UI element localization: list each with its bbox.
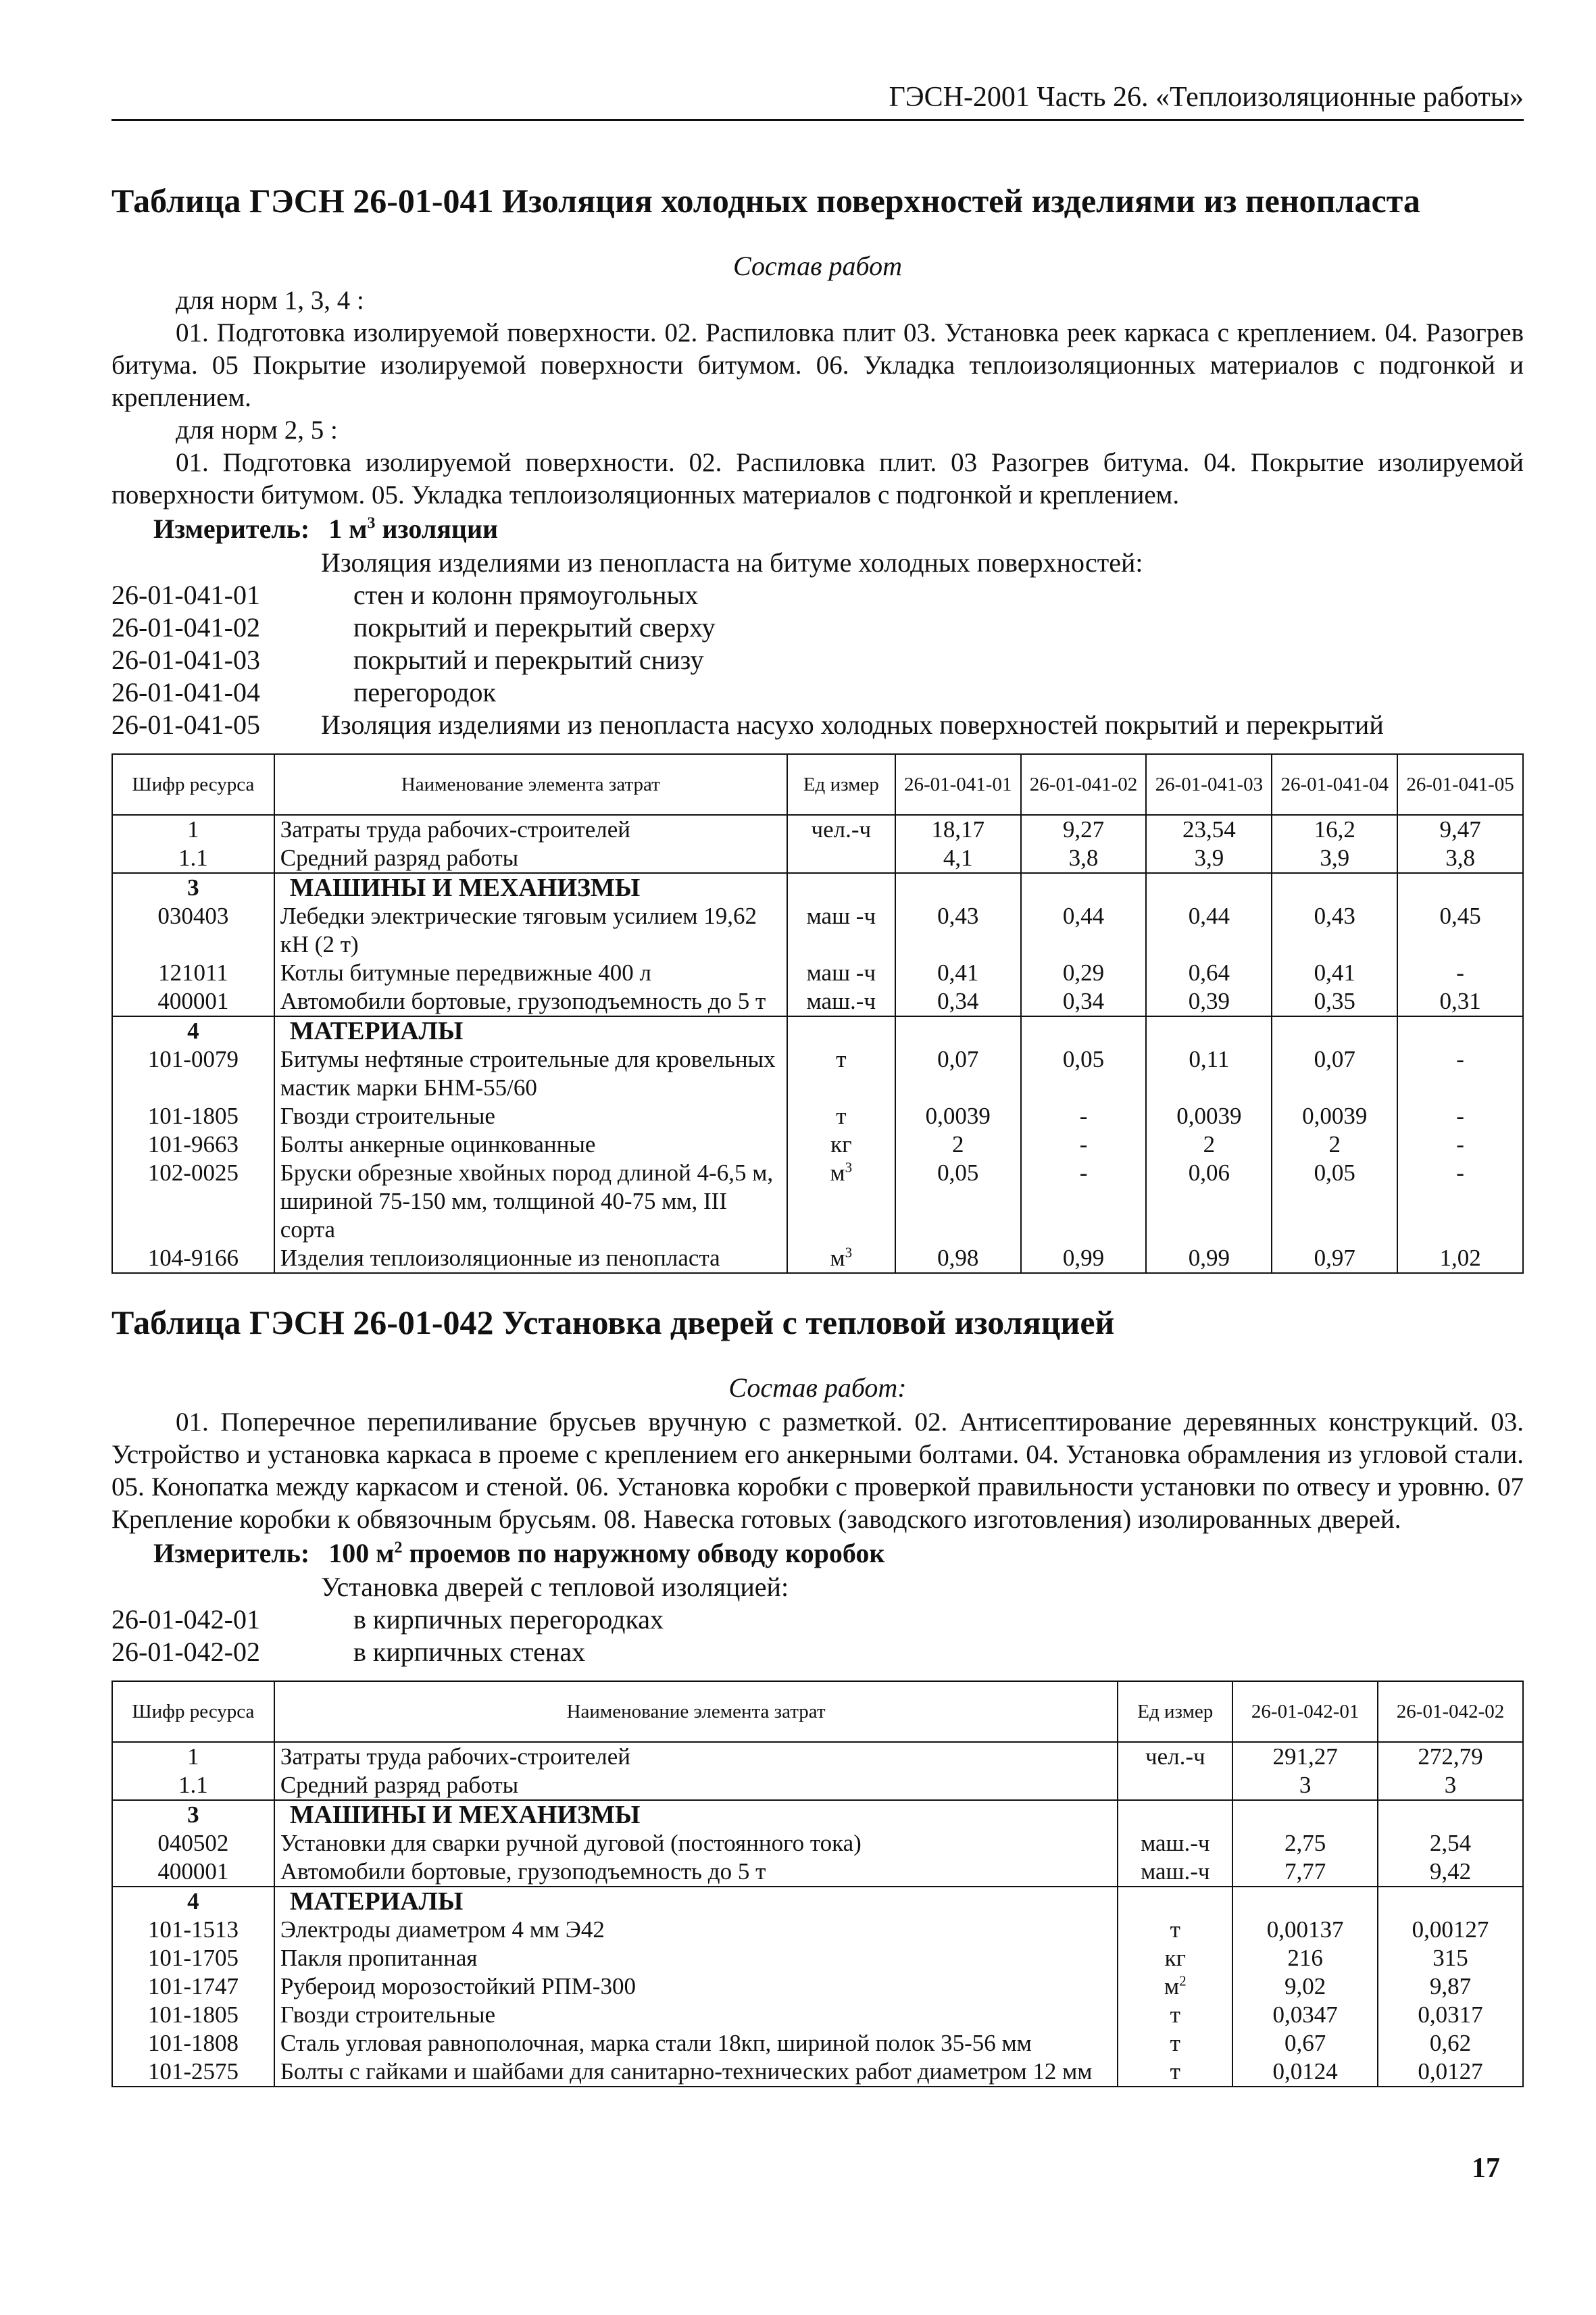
unit-text: маш.-ч [1141, 1858, 1210, 1885]
norm-value: 315 [1378, 1944, 1523, 1972]
norm-value: 1,02 [1397, 1244, 1523, 1273]
resource-code: 4 [112, 1016, 274, 1045]
table-row [112, 1858, 1523, 1887]
unit-cell [1118, 1887, 1232, 1916]
norm-value: 2,75 [1232, 1829, 1378, 1858]
header-cost-element: Наименование элемента затрат [274, 1681, 1118, 1742]
norm-value: 216 [1232, 1944, 1378, 1972]
unit-cell [787, 1016, 895, 1045]
cost-element-name: Котлы битумные передвижные 400 л [274, 959, 787, 987]
norm-value: 0,99 [1146, 1244, 1272, 1273]
table-row [112, 2029, 1523, 2058]
norm-code: 26-01-042-02 [111, 1637, 260, 1667]
unit-cell [787, 1130, 895, 1159]
norm-value [1378, 1800, 1523, 1829]
norm-value: 0,07 [895, 1045, 1021, 1102]
header-norm-code: 26-01-041-05 [1397, 754, 1523, 815]
table-row [112, 2001, 1523, 2029]
cost-element-name: МАШИНЫ И МЕХАНИЗМЫ [274, 873, 787, 902]
norm-value: 9,47 [1397, 815, 1523, 844]
norm-value: 0,05 [895, 1159, 1021, 1244]
header-unit: Ед измер [787, 754, 895, 815]
header-resource-code: Шифр ресурса [112, 754, 274, 815]
header-resource-code: Шифр ресурса [112, 1681, 274, 1742]
unit-cell [787, 844, 895, 873]
unit-text: м [830, 1245, 845, 1271]
header-norm-code: 26-01-041-03 [1146, 754, 1272, 815]
norm-value [1232, 1887, 1378, 1916]
resource-code: 400001 [112, 1858, 274, 1887]
resource-code: 1.1 [112, 1771, 274, 1800]
work-composition-text: 01. Поперечное перепиливание брусьев вручную с разметкой. 02. Антисептирование деревянных конструкций. 03. Устройство и установка каркаса в проеме с креплением его анкерными болтами. 04. Установка обрамления из угловой стали. 05. Конопатка между каркасом и стеной. 06. Установка коробки с проверкой правильности установки по отвесу и уровню. 07 Крепление коробки к обвязочным брусьям. 08. Навеска готовых (заводского изготовления) изолированных дверей. [111, 1408, 1524, 1534]
unit-text: м [830, 1160, 845, 1186]
norms-label: для норм 2, 5 : [176, 416, 338, 445]
unit-exponent: 3 [845, 1159, 853, 1176]
norm-code: 26-01-041-05 [111, 710, 260, 740]
unit-cell [1118, 1771, 1232, 1800]
unit-text: т [1170, 1916, 1180, 1943]
norm-description: Изоляция изделиями из пенопласта насухо холодных поверхностей покрытий и перекрытий [321, 710, 1384, 740]
cost-element-name: Электроды диаметром 4 мм Э42 [274, 1916, 1118, 1944]
header-norm-code: 26-01-042-02 [1378, 1681, 1523, 1742]
norm-code: 26-01-041-01 [111, 580, 260, 610]
resource-code: 101-0079 [112, 1045, 274, 1102]
unit-cell [787, 873, 895, 902]
norm-value: - [1397, 1159, 1523, 1244]
norm-value: 0,11 [1146, 1045, 1272, 1102]
unit-text: т [836, 1103, 847, 1129]
unit-cell [1118, 1972, 1232, 2001]
norm-value: 3,8 [1397, 844, 1523, 873]
norm-value: 3,9 [1146, 844, 1272, 873]
norm-value: 0,98 [895, 1244, 1021, 1273]
unit-text: м [1164, 1973, 1180, 1999]
norm-group-heading: Изоляция изделиями из пенопласта на битуме холодных поверхностей: [321, 547, 1143, 578]
table-row [112, 1800, 1523, 1829]
norm-value: 0,0039 [895, 1102, 1021, 1130]
running-header: ГЭСН-2001 Часть 26. «Теплоизоляционные работы» [111, 76, 1524, 121]
table-row [112, 1102, 1523, 1130]
norm-value [1232, 1800, 1378, 1829]
cost-element-name: Гвозди строительные [274, 2001, 1118, 2029]
norm-value: 3,8 [1021, 844, 1147, 873]
norm-value: 9,42 [1378, 1858, 1523, 1887]
unit-text: т [1170, 2030, 1180, 2056]
norm-value: 0,34 [1021, 987, 1147, 1016]
resource-code: 101-1513 [112, 1916, 274, 1944]
norm-value: 272,79 [1378, 1742, 1523, 1771]
table-row [112, 1829, 1523, 1858]
resource-code: 4 [112, 1887, 274, 1916]
table-26-01-041-section [111, 179, 1524, 1274]
norm-value: 0,64 [1146, 959, 1272, 987]
norm-value: 0,67 [1232, 2029, 1378, 2058]
norm-value: 0,45 [1397, 902, 1523, 959]
table-row [112, 1944, 1523, 1972]
measurement-label: Измеритель: [153, 514, 310, 544]
norm-value: 0,05 [1272, 1159, 1397, 1244]
norm-value: 2 [1146, 1130, 1272, 1159]
norm-code: 26-01-041-04 [111, 677, 260, 707]
resource-code: 101-1805 [112, 2001, 274, 2029]
norm-value: 0,99 [1021, 1244, 1147, 1273]
unit-cell [787, 815, 895, 844]
resource-code: 104-9166 [112, 1244, 274, 1273]
table-26-01-042-section [111, 1301, 1524, 2087]
norm-value: 0,43 [1272, 902, 1397, 959]
header-cost-element: Наименование элемента затрат [274, 754, 787, 815]
work-composition-text: 01. Подготовка изолируемой поверхности. 02. Распиловка плит. 03 Разогрев битума. 04. Покрытие изолируемой поверхности битумом. 05. Укладка теплоизоляционных материалов с подгонкой и креплением. [111, 448, 1524, 509]
norm-value: - [1021, 1130, 1147, 1159]
norm-value: 0,0127 [1378, 2058, 1523, 2087]
norm-value: 9,02 [1232, 1972, 1378, 2001]
norm-description: в кирпичных перегородках [353, 1604, 664, 1635]
norm-code-row [111, 1603, 1524, 1636]
table-row [112, 2058, 1523, 2087]
norm-value: - [1397, 1130, 1523, 1159]
norm-description: перегородок [353, 677, 496, 707]
unit-cell [787, 1102, 895, 1130]
unit-text: маш -ч [806, 903, 876, 929]
unit-cell [787, 902, 895, 959]
unit-cell [1118, 1916, 1232, 1944]
norm-value [1021, 873, 1147, 902]
resource-code: 400001 [112, 987, 274, 1016]
measurement-value: 100 м [328, 1538, 395, 1568]
unit-cell [787, 1244, 895, 1273]
norms-label: для норм 1, 3, 4 : [176, 286, 364, 315]
cost-element-name: Автомобили бортовые, грузоподъемность до 5 т [274, 987, 787, 1016]
table-row [112, 1130, 1523, 1159]
measurement-unit-text: изоляции [375, 514, 499, 544]
unit-text: т [1170, 2001, 1180, 2028]
unit-exponent: 3 [845, 1244, 853, 1261]
unit-cell [1118, 2058, 1232, 2087]
norm-value [1021, 1016, 1147, 1045]
cost-element-name: Средний разряд работы [274, 1771, 1118, 1800]
norm-value: 2 [895, 1130, 1021, 1159]
unit-cell [1118, 2029, 1232, 2058]
resource-code: 101-9663 [112, 1130, 274, 1159]
table-row [112, 1016, 1523, 1045]
resource-table [111, 1681, 1524, 2087]
cost-element-name: Болты анкерные оцинкованные [274, 1130, 787, 1159]
norm-value: 4,1 [895, 844, 1021, 873]
norm-code-list [111, 1603, 1524, 1668]
resource-code: 3 [112, 873, 274, 902]
table-row [112, 959, 1523, 987]
unit-text: маш.-ч [1141, 1830, 1210, 1856]
table-row [112, 987, 1523, 1016]
cost-element-name: МАТЕРИАЛЫ [274, 1887, 1118, 1916]
table-row [112, 844, 1523, 873]
norm-code: 26-01-042-01 [111, 1604, 260, 1635]
resource-code: 030403 [112, 902, 274, 959]
work-composition-heading: Состав работ [733, 251, 902, 281]
norm-description: покрытий и перекрытий сверху [353, 612, 716, 643]
cost-element-name: Болты с гайками и шайбами для санитарно-технических работ диаметром 12 мм [274, 2058, 1118, 2087]
norm-value: 0,43 [895, 902, 1021, 959]
norm-value: 7,77 [1232, 1858, 1378, 1887]
norm-value: 3 [1378, 1771, 1523, 1800]
resource-code: 101-1705 [112, 1944, 274, 1972]
table-row [112, 1159, 1523, 1244]
cost-element-name: Установки для сварки ручной дуговой (постоянного тока) [274, 1829, 1118, 1858]
norm-description: стен и колонн прямоугольных [353, 580, 699, 610]
cost-element-name: Рубероид морозостойкий РПМ-300 [274, 1972, 1118, 2001]
measurement-exponent: 3 [367, 514, 376, 532]
cost-element-name: Затраты труда рабочих-строителей [274, 1742, 1118, 1771]
header-norm-code: 26-01-041-02 [1021, 754, 1147, 815]
resource-code: 1 [112, 1742, 274, 1771]
unit-text: чел.-ч [1145, 1743, 1205, 1770]
norm-value: 9,27 [1021, 815, 1147, 844]
norm-code-row [111, 676, 1524, 709]
measurement-unit [111, 512, 1524, 547]
norm-code-row [111, 612, 1524, 644]
norm-value: 0,41 [1272, 959, 1397, 987]
resource-code: 101-1805 [112, 1102, 274, 1130]
unit-cell [1118, 1944, 1232, 1972]
norm-value [895, 873, 1021, 902]
resource-code: 3 [112, 1800, 274, 1829]
unit-text: маш.-ч [806, 988, 876, 1014]
header-unit: Ед измер [1118, 1681, 1232, 1742]
norm-value [1397, 873, 1523, 902]
unit-cell [787, 1159, 895, 1244]
norm-value: 3,9 [1272, 844, 1397, 873]
norm-value: 0,0124 [1232, 2058, 1378, 2087]
table-row [112, 1887, 1523, 1916]
resource-code: 101-2575 [112, 2058, 274, 2087]
header-norm-code: 26-01-041-01 [895, 754, 1021, 815]
resource-code: 101-1808 [112, 2029, 274, 2058]
table-row [112, 1244, 1523, 1273]
norm-value: 0,06 [1146, 1159, 1272, 1244]
norm-value: 0,62 [1378, 2029, 1523, 2058]
norm-value: 0,44 [1146, 902, 1272, 959]
table-row [112, 1045, 1523, 1102]
table-row [112, 1916, 1523, 1944]
norm-value [1146, 873, 1272, 902]
norm-value: 0,0039 [1146, 1102, 1272, 1130]
header-norm-code: 26-01-042-01 [1232, 1681, 1378, 1742]
table-row [112, 1771, 1523, 1800]
cost-element-name: Сталь угловая равнополочная, марка стали 18кп, шириной полок 35-56 мм [274, 2029, 1118, 2058]
norm-value [1397, 1016, 1523, 1045]
norm-code-row [111, 579, 1524, 612]
cost-element-name: Пакля пропитанная [274, 1944, 1118, 1972]
norm-value: 2 [1272, 1130, 1397, 1159]
norm-description: покрытий и перекрытий снизу [353, 645, 704, 675]
cost-element-name: Средний разряд работы [274, 844, 787, 873]
norm-value: - [1021, 1102, 1147, 1130]
norm-value: 2,54 [1378, 1829, 1523, 1858]
cost-element-name: МАШИНЫ И МЕХАНИЗМЫ [274, 1800, 1118, 1829]
norm-value: 0,97 [1272, 1244, 1397, 1273]
norm-code-row [111, 1636, 1524, 1668]
cost-element-name: Автомобили бортовые, грузоподъемность до 5 т [274, 1858, 1118, 1887]
measurement-label: Измеритель: [153, 1538, 310, 1568]
cost-element-name: Изделия теплоизоляционные из пенопласта [274, 1244, 787, 1273]
unit-cell [1118, 1800, 1232, 1829]
norm-group-heading: Установка дверей с тепловой изоляцией: [321, 1572, 789, 1602]
norm-value: 23,54 [1146, 815, 1272, 844]
cost-element-name: Гвозди строительные [274, 1102, 787, 1130]
norm-value: 0,07 [1272, 1045, 1397, 1102]
header-norm-code: 26-01-041-04 [1272, 754, 1397, 815]
norm-value [895, 1016, 1021, 1045]
norm-value: 0,39 [1146, 987, 1272, 1016]
resource-code: 040502 [112, 1829, 274, 1858]
work-composition-text: 01. Подготовка изолируемой поверхности. 02. Распиловка плит 03. Установка реек каркаса с креплением. 04. Разогрев битума. 05 Покрытие изолируемой поверхности битумом. 06. Укладка теплоизоляционных материалов с подгонкой и креплением. [111, 318, 1524, 412]
norm-code-row [111, 644, 1524, 676]
resource-code: 102-0025 [112, 1159, 274, 1244]
measurement-unit [111, 1536, 1524, 1571]
table-row [112, 1742, 1523, 1771]
work-composition-heading: Состав работ: [728, 1372, 907, 1403]
table-row [112, 1972, 1523, 2001]
norm-value: 0,0039 [1272, 1102, 1397, 1130]
norm-value: 0,34 [895, 987, 1021, 1016]
cost-element-name: Бруски обрезные хвойных пород длиной 4-6,5 м, шириной 75-150 мм, толщиной 40-75 мм, III сорта [274, 1159, 787, 1244]
norm-value: - [1021, 1159, 1147, 1244]
norm-value: 3 [1232, 1771, 1378, 1800]
norm-value: 0,35 [1272, 987, 1397, 1016]
norm-value: - [1397, 1102, 1523, 1130]
unit-cell [787, 959, 895, 987]
measurement-exponent: 2 [394, 1539, 403, 1557]
unit-text: кг [1164, 1945, 1186, 1971]
norm-description: в кирпичных стенах [353, 1637, 586, 1667]
unit-cell [787, 1045, 895, 1102]
norm-value: 0,44 [1021, 902, 1147, 959]
page-number: 17 [1472, 2153, 1500, 2184]
norm-code: 26-01-041-02 [111, 612, 260, 643]
unit-text: чел.-ч [811, 816, 872, 843]
resource-code: 1.1 [112, 844, 274, 873]
unit-text: т [1170, 2058, 1180, 2085]
unit-cell [1118, 1742, 1232, 1771]
norm-value: 0,05 [1021, 1045, 1147, 1102]
norm-value: 291,27 [1232, 1742, 1378, 1771]
norm-value: 0,00127 [1378, 1916, 1523, 1944]
cost-element-name: Битумы нефтяные строительные для кровельных мастик марки БНМ-55/60 [274, 1045, 787, 1102]
norm-value [1378, 1887, 1523, 1916]
norm-value: 16,2 [1272, 815, 1397, 844]
norm-code: 26-01-041-03 [111, 645, 260, 675]
table-row [112, 902, 1523, 959]
norm-code-list [111, 579, 1524, 741]
norm-value [1272, 873, 1397, 902]
unit-text: кг [830, 1131, 852, 1158]
table-title: Таблица ГЭСН 26-01-041 Изоляция холодных поверхностей изделиями из пенопласта [111, 182, 1420, 220]
resource-code: 101-1747 [112, 1972, 274, 2001]
norm-value: 0,31 [1397, 987, 1523, 1016]
measurement-unit-text: проемов по наружному обводу коробок [402, 1538, 885, 1568]
unit-cell [787, 987, 895, 1016]
norm-value: 18,17 [895, 815, 1021, 844]
cost-element-name: МАТЕРИАЛЫ [274, 1016, 787, 1045]
unit-cell [1118, 2001, 1232, 2029]
unit-text: маш -ч [806, 960, 876, 986]
norm-value [1272, 1016, 1397, 1045]
resource-code: 121011 [112, 959, 274, 987]
cost-element-name: Лебедки электрические тяговым усилием 19,62 кН (2 т) [274, 902, 787, 959]
cost-element-name: Затраты труда рабочих-строителей [274, 815, 787, 844]
resource-code: 1 [112, 815, 274, 844]
table-title: Таблица ГЭСН 26-01-042 Установка дверей с тепловой изоляцией [111, 1303, 1115, 1341]
norm-value: 0,0347 [1232, 2001, 1378, 2029]
unit-exponent: 2 [1179, 1972, 1187, 1989]
table-row [112, 873, 1523, 902]
measurement-value: 1 м [328, 514, 368, 544]
norm-value: 0,0317 [1378, 2001, 1523, 2029]
norm-code-row [111, 709, 1524, 741]
unit-text: т [836, 1046, 847, 1072]
norm-value: 0,41 [895, 959, 1021, 987]
norm-value: 0,29 [1021, 959, 1147, 987]
unit-cell [1118, 1858, 1232, 1887]
norm-value: 9,87 [1378, 1972, 1523, 2001]
norm-value [1146, 1016, 1272, 1045]
unit-cell [1118, 1829, 1232, 1858]
norm-value: - [1397, 959, 1523, 987]
norm-value: 0,00137 [1232, 1916, 1378, 1944]
resource-table [111, 753, 1524, 1274]
table-row [112, 815, 1523, 844]
norm-value: - [1397, 1045, 1523, 1102]
